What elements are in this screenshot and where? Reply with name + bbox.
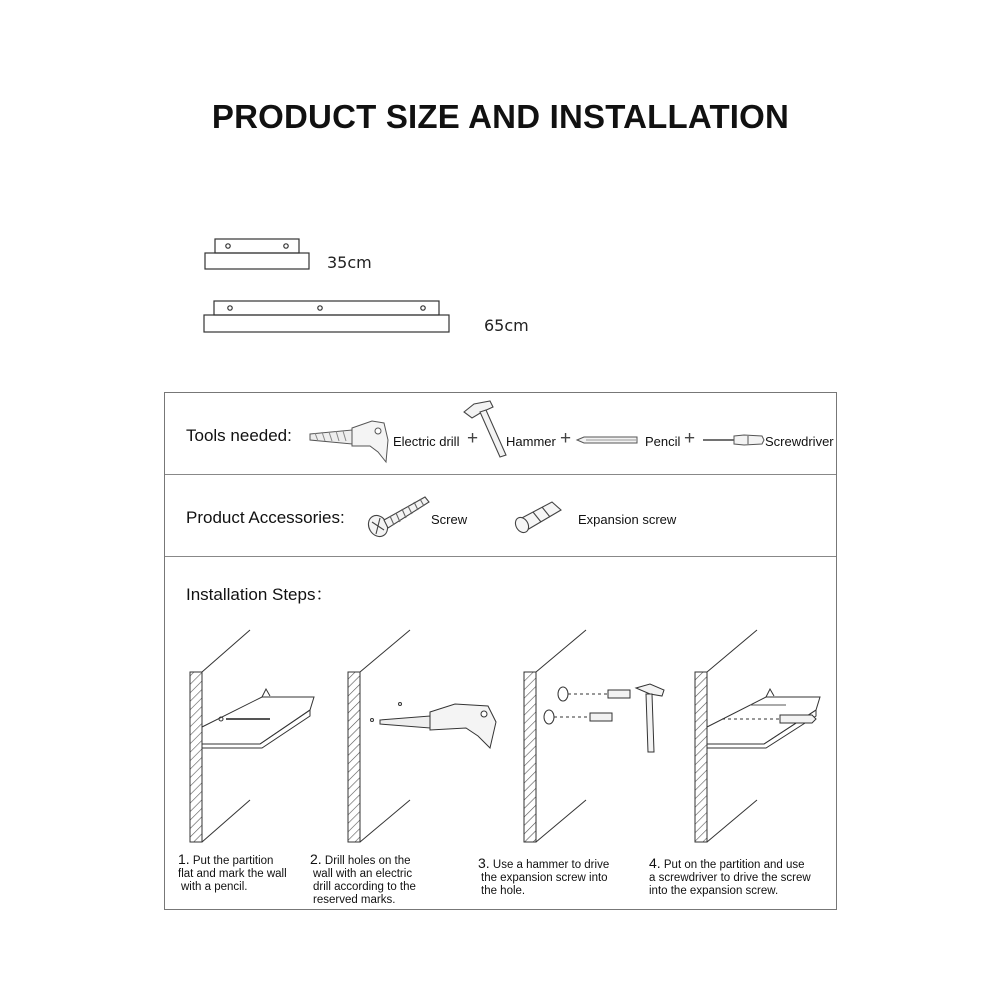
tool-label-pencil: Pencil bbox=[645, 434, 681, 449]
step-text-line: with a pencil. bbox=[181, 881, 248, 893]
step-3-illustration bbox=[524, 630, 664, 842]
step-text-line: reserved marks. bbox=[313, 894, 396, 906]
page-title: PRODUCT SIZE AND INSTALLATION bbox=[211, 98, 790, 135]
step-text-line: the expansion screw into bbox=[481, 872, 608, 884]
step-number: 3. bbox=[478, 855, 490, 871]
plus-sign: + bbox=[684, 428, 696, 449]
tool-label-electric-drill: Electric drill bbox=[393, 434, 460, 449]
accessories-heading: Product Accessories: bbox=[186, 508, 345, 527]
step-number: 4. bbox=[649, 855, 661, 871]
step-text-line: drill according to the bbox=[313, 881, 416, 893]
step-text-line: into the expansion screw. bbox=[649, 885, 779, 897]
step-4-illustration bbox=[695, 630, 820, 842]
size-label-65cm: 65cm bbox=[484, 316, 529, 335]
step-text-line: flat and mark the wall bbox=[178, 868, 287, 880]
step-3-caption bbox=[478, 857, 609, 898]
size-label-35cm: 35cm bbox=[327, 253, 372, 272]
step-text-line: Put on the partition and use bbox=[663, 859, 805, 871]
step-text-line: Put the partition bbox=[192, 855, 274, 867]
step-number: 1. bbox=[178, 851, 190, 867]
step-text-line: Drill holes on the bbox=[324, 855, 411, 867]
step-2-caption bbox=[310, 853, 416, 907]
accessory-label-screw: Screw bbox=[431, 512, 468, 527]
tool-label-hammer: Hammer bbox=[506, 434, 556, 449]
step-4-caption bbox=[649, 857, 811, 898]
step-1-caption bbox=[178, 853, 287, 894]
step-text-line: a screwdriver to drive the screw bbox=[649, 872, 811, 884]
plus-sign: + bbox=[560, 428, 572, 449]
step-2-illustration bbox=[348, 630, 496, 842]
tools-heading: Tools needed: bbox=[186, 426, 292, 445]
step-number: 2. bbox=[310, 851, 322, 867]
step-text-line: Use a hammer to drive bbox=[492, 859, 610, 871]
step-text-line: the hole. bbox=[481, 885, 526, 897]
accessory-label-expansion-screw: Expansion screw bbox=[578, 512, 677, 527]
installation-heading: Installation Steps： bbox=[186, 585, 333, 604]
plus-sign: + bbox=[467, 428, 479, 449]
step-1-illustration bbox=[190, 630, 314, 842]
tool-label-screwdriver: Screwdriver bbox=[765, 434, 834, 449]
step-text-line: wall with an electric bbox=[313, 868, 413, 880]
